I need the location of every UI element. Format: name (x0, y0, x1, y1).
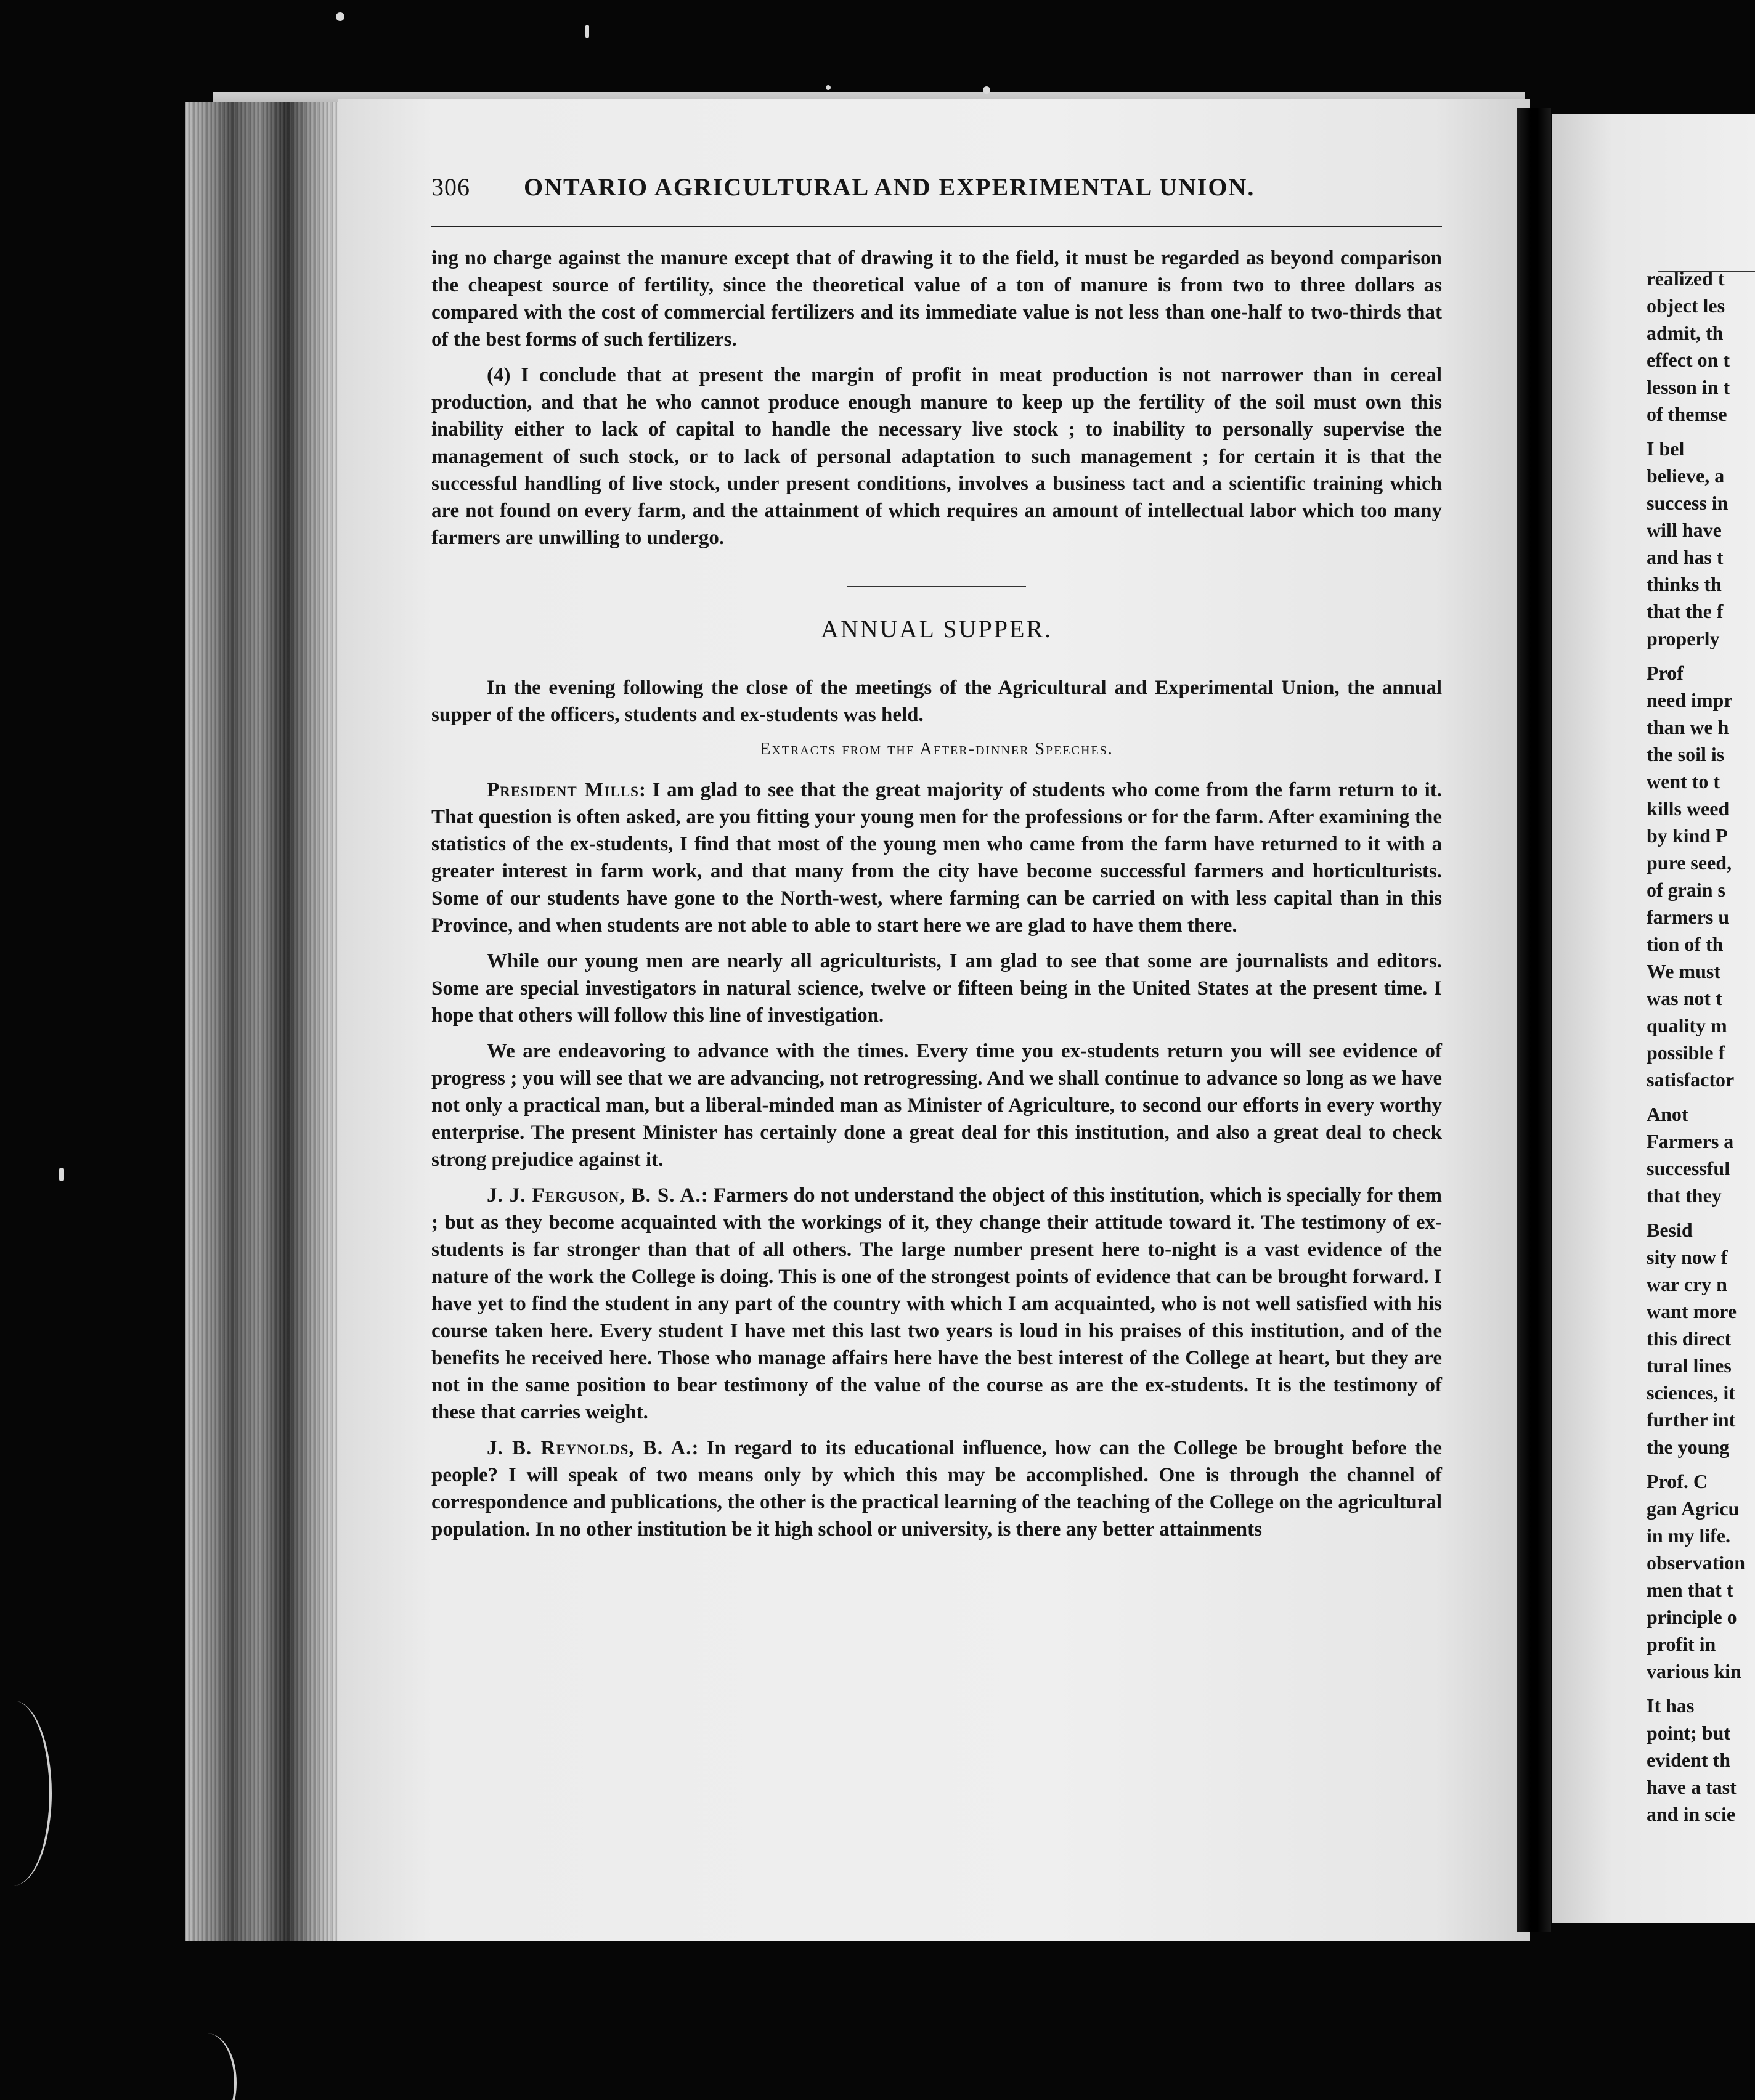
right-page-line: successful (1647, 1157, 1730, 1179)
right-page-line: properly (1647, 627, 1720, 649)
right-page-line: want more (1647, 1300, 1737, 1322)
right-page-line: tion of th (1647, 933, 1724, 955)
right-page-line: further int (1647, 1409, 1736, 1431)
section-divider (847, 586, 1026, 587)
right-page-line: evident th (1647, 1749, 1730, 1771)
right-page-line: sciences, it (1647, 1382, 1735, 1404)
right-page-line: men that t (1647, 1579, 1733, 1601)
speech-paragraph (431, 1435, 1442, 1543)
right-page-line: thinks th (1647, 573, 1722, 595)
right-page-gap (1647, 1209, 1755, 1216)
right-page-line: Besid (1647, 1219, 1693, 1241)
intro-paragraph: In the evening following the close of the meetings of the Agricultural and Experimental Union, the annual supper of the officers, students and ex-students was held. (431, 677, 1442, 726)
right-page-line: It has (1647, 1695, 1695, 1717)
running-title: ONTARIO AGRICULTURAL AND EXPERIMENTAL UNION. (524, 173, 1255, 201)
film-speck (983, 86, 990, 94)
running-head (431, 173, 1442, 210)
right-page-line: We must (1647, 960, 1720, 982)
right-page-line: will have (1647, 519, 1722, 541)
speech-text: : In regard to its educational influence, how can the College be brought before the people? I will speak of two means only by which this may be accomplished. One is through the channel of correspondence and publications, the other is the practical learning of the teaching of the College on the agricultural population. In no other institution be it high school or university, is there any better attainments (431, 1437, 1442, 1540)
body-paragraph: ing no charge against the manure except that of drawing it to the field, it must be regarded as beyond comparison the cheapest source of fertility, since the theoretical value of a ton of manure is from two to three dollars as compared with the cost of commercial fertilizers and its immediate value is not less than one-half to two-thirds that of the best forms of such fertilizers. (431, 247, 1442, 351)
right-page-line: that they (1647, 1184, 1722, 1207)
speech-paragraph (431, 1182, 1442, 1426)
right-page-line: quality m (1647, 1014, 1727, 1036)
right-page-line: object les (1647, 295, 1725, 317)
right-page-line: the soil is (1647, 743, 1725, 765)
film-speck (59, 1168, 64, 1181)
right-page-gap (1647, 1460, 1755, 1468)
right-page-line: of grain s (1647, 879, 1725, 901)
right-page-line: kills weed (1647, 797, 1730, 820)
book-gutter (1517, 108, 1551, 1932)
page-number: 306 (431, 173, 470, 201)
right-page-line: that the f (1647, 600, 1724, 622)
speech-text: : Farmers do not understand the object of this institution, which is specially for them ; but as they become acquainted with the workings of it, they change their attitude toward it. The testimony of ex-students is far stronger than that of all others. The large number present here to-night is a vast evidence of the nature of the work the College is doing. This is one of the strongest points of evidence that can be brought forward. I have yet to find the student in any part of the country with which I am acquainted, who is not well satisfied with his course taken here. Every student I have met this last two years is loud in his praises of this institution, and of the benefits he received here. Those who manage affairs here have the best interest of the College at heart, but they are not in the same position to bear testimony of the value of the course as are the ex-students. It is the testimony of these that carries weight. (431, 1184, 1442, 1423)
right-page-line: of themse (1647, 403, 1727, 425)
film-speck (585, 25, 589, 38)
right-page-line: Farmers a (1647, 1130, 1734, 1152)
right-page-line: war cry n (1647, 1273, 1727, 1295)
right-page-line: need impr (1647, 689, 1733, 711)
body-paragraph: (4) I conclude that at present the margin of profit in meat production is not narrower than in cereal production, and that he who cannot produce enough manure to keep up the fertility of the soil must own this inability either to lack of capital to handle the necessary live stock ; to inability to personally supervise the management of such stock, or to lack of personal adaptation to such management ; for certain it is that the successful handling of live stock, under present conditions, involves a business tact and a scientific training which are not found on every farm, and the attainment of which requires an amount of intellectual labor which too many farmers are unwilling to undergo. (431, 364, 1442, 549)
right-page-line: Prof (1647, 662, 1684, 684)
right-page-line: profit in (1647, 1633, 1716, 1655)
right-page-line: realized t (1647, 267, 1725, 290)
right-page-line: and has t (1647, 546, 1724, 568)
right-page-line: satisfactor (1647, 1068, 1735, 1091)
right-page-line: Prof. C (1647, 1470, 1708, 1492)
right-page-line: tural lines (1647, 1354, 1732, 1377)
right-page-line: effect on t (1647, 349, 1730, 371)
right-page-gap (1647, 1093, 1755, 1101)
right-page-line: I bel (1647, 437, 1685, 460)
film-speck (336, 12, 344, 21)
right-page-line: farmers u (1647, 906, 1730, 928)
right-page-line: possible f (1647, 1041, 1725, 1064)
speech-text: : I am glad to see that the great majority of students who come from the farm return to it. That question is often asked, are you fitting your young men for the professions or for the farm. After examining the statistics of the ex-students, I find that most of the young men who came from the farm have returned to it with a greater interest in farm work, and that many from the city have become successful farmers and horticulturists. Some of our students have gone to the North-west, where farming can be carried on with less capital than in this Province, and when students are not able to able to start here we are glad to have them there. (431, 779, 1443, 937)
right-page-line: went to t (1647, 770, 1720, 792)
section-heading: ANNUAL SUPPER. (820, 615, 1053, 643)
right-page-text (1647, 265, 1755, 1828)
speech-text: While our young men are nearly all agriculturists, I am glad to see that some are journalists and editors. Some are special investigators in natural science, twelve or fifteen being in the United States at the present time. I hope that others will follow this line of investigation. (431, 950, 1442, 1027)
right-page-line: various kin (1647, 1660, 1741, 1682)
book-page-edges (185, 102, 339, 1941)
speaker-name: J. B. Reynolds, B. A. (487, 1437, 692, 1459)
speaker-name: President Mills (487, 779, 639, 801)
right-page-line: admit, th (1647, 322, 1724, 344)
right-page-line: than we h (1647, 716, 1729, 738)
right-page-line: by kind P (1647, 824, 1728, 847)
right-page-line: have a tast (1647, 1776, 1737, 1798)
sub-heading: Extracts from the After-dinner Speeches. (760, 739, 1114, 759)
right-page-gap (1647, 652, 1755, 659)
right-page-line: and in scie (1647, 1803, 1736, 1825)
header-rule (431, 226, 1442, 227)
right-page-line: this direct (1647, 1327, 1732, 1349)
right-page-line: the young (1647, 1436, 1730, 1458)
speech-paragraph (431, 948, 1442, 1029)
right-page-line: Anot (1647, 1103, 1688, 1125)
film-speck (826, 85, 831, 90)
right-page-line: sity now f (1647, 1246, 1728, 1268)
right-page-line: gan Agricu (1647, 1497, 1740, 1520)
right-page-line: success in (1647, 492, 1729, 514)
speech-text: We are endeavoring to advance with the times. Every time you ex-students return you will see evidence of progress ; you will see that we are advancing, not retrogressing. And we shall continue to advance so long as we have not only a practical man, but a liberal-minded man as Minister of Agriculture, to second our efforts in every worthy enterprise. The present Minister has certainly done a great deal for this institution, and also a great deal to check strong prejudice against it. (431, 1040, 1442, 1171)
right-page-line: pure seed, (1647, 852, 1732, 874)
right-page-gap (1647, 428, 1755, 435)
speaker-name: J. J. Ferguson, B. S. A. (487, 1184, 701, 1207)
right-page-gap (1647, 1685, 1755, 1692)
right-page-line: believe, a (1647, 465, 1725, 487)
page-content (431, 173, 1442, 1552)
right-page-line: point; but (1647, 1722, 1731, 1744)
right-page-line: principle o (1647, 1606, 1737, 1628)
right-page-line: observation (1647, 1552, 1745, 1574)
speech-paragraph (431, 776, 1442, 939)
right-page-line: in my life. (1647, 1524, 1730, 1547)
right-page-line: was not t (1647, 987, 1722, 1009)
right-page-line: lesson in t (1647, 376, 1730, 398)
speech-paragraph (431, 1038, 1442, 1173)
